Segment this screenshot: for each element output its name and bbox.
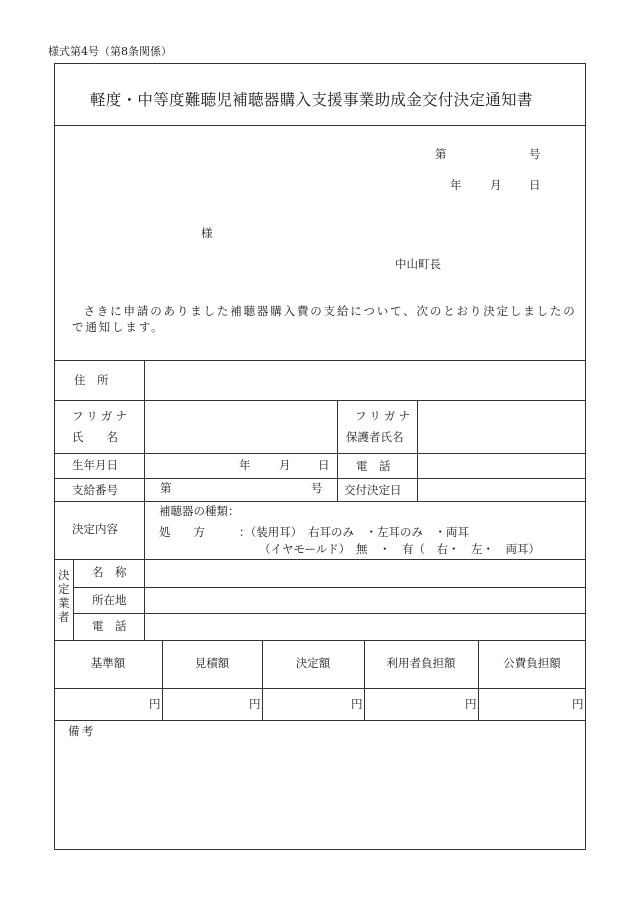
amount-unit-user-burden: 円 — [465, 697, 477, 711]
guardian-name-field[interactable] — [422, 405, 580, 449]
amount-header-user-burden: 利用者負担額 — [386, 656, 456, 670]
row-line — [73, 587, 586, 588]
prescription-ear: ：（装用耳） 右耳のみ ・左耳のみ ・両耳 — [239, 525, 469, 539]
issuer: 中山町長 — [395, 257, 441, 271]
title-divider — [54, 125, 586, 126]
business-phone-label: 電 話 — [92, 619, 127, 633]
guardian-furigana-label: フリガナ — [355, 409, 414, 423]
column-line — [262, 640, 263, 720]
row-line — [54, 688, 586, 689]
payment-number-suffix: 号 — [311, 481, 323, 495]
birthdate-label: 生年月日 — [72, 458, 118, 472]
date-month: 月 — [490, 178, 502, 192]
device-type: 補聴器の種類： — [159, 504, 240, 518]
column-line — [73, 559, 74, 640]
row-line — [54, 559, 586, 560]
amount-unit-public-burden: 円 — [572, 697, 584, 711]
number-prefix: 第 — [435, 147, 447, 161]
phone-label: 電 話 — [356, 459, 391, 473]
row-line — [73, 613, 586, 614]
amount-header-standard: 基準額 — [90, 656, 126, 670]
name-label: 氏 名 — [72, 430, 124, 444]
number-suffix: 号 — [529, 147, 541, 161]
column-line — [337, 400, 338, 501]
notice-body: さきに申請のありました補聴器購入費の支給について、次のとおり決定しましたので通知します。 — [72, 304, 577, 334]
row-line — [54, 640, 586, 641]
remarks-field[interactable] — [60, 745, 580, 845]
amount-header-estimate: 見積額 — [194, 656, 230, 670]
birth-month: 月 — [279, 458, 291, 472]
amount-header-public-burden: 公費負担額 — [503, 656, 561, 670]
column-line — [162, 640, 163, 720]
column-line — [364, 640, 365, 720]
row-line — [54, 501, 586, 502]
payment-number-label: 支給番号 — [72, 483, 118, 497]
birth-day: 日 — [318, 458, 330, 472]
row-line — [54, 720, 586, 721]
guardian-name-label: 保護者氏名 — [346, 430, 404, 444]
column-line — [144, 360, 145, 640]
date-year: 年 — [450, 178, 462, 192]
amount-unit-decided: 円 — [351, 697, 363, 711]
amount-unit-standard: 円 — [149, 697, 161, 711]
column-line — [478, 640, 479, 720]
recipient-honorific: 様 — [201, 226, 213, 240]
row-line — [54, 478, 586, 479]
business-label: 決定業者 — [58, 568, 70, 624]
name-field[interactable] — [150, 405, 330, 449]
row-line — [54, 400, 586, 401]
decision-date-label: 交付決定日 — [344, 483, 402, 497]
amount-header-decided: 決定額 — [295, 656, 331, 670]
business-address-field[interactable] — [150, 590, 580, 610]
business-name-field[interactable] — [150, 562, 580, 584]
column-line — [417, 400, 418, 501]
remarks-label: 備考 — [68, 724, 96, 738]
address-field[interactable] — [150, 370, 580, 394]
birth-year: 年 — [239, 458, 251, 472]
address-label: 住 所 — [74, 373, 109, 387]
row-line — [54, 453, 586, 454]
furigana-label: フリガナ — [72, 409, 131, 423]
business-phone-field[interactable] — [150, 616, 580, 637]
payment-number-prefix: 第 — [160, 481, 172, 495]
business-address-label: 所在地 — [92, 593, 127, 607]
business-name-label: 名 称 — [92, 565, 127, 579]
row-line — [54, 360, 586, 361]
decision-content-label: 決定内容 — [72, 522, 118, 536]
phone-field[interactable] — [422, 457, 580, 475]
form-number: 様式第4号（第8条関係） — [48, 45, 172, 58]
amount-unit-estimate: 円 — [249, 697, 261, 711]
document-title: 軽度・中等度難聴児補聴器購入支援事業助成金交付決定通知書 — [90, 91, 533, 109]
decision-date-field[interactable] — [422, 481, 580, 498]
prescription-earmold: （イヤモールド） 無 ・ 有（ 右・ 左・ 両耳） — [259, 542, 541, 556]
date-day: 日 — [529, 178, 541, 192]
prescription-label: 処 方 — [159, 525, 205, 539]
